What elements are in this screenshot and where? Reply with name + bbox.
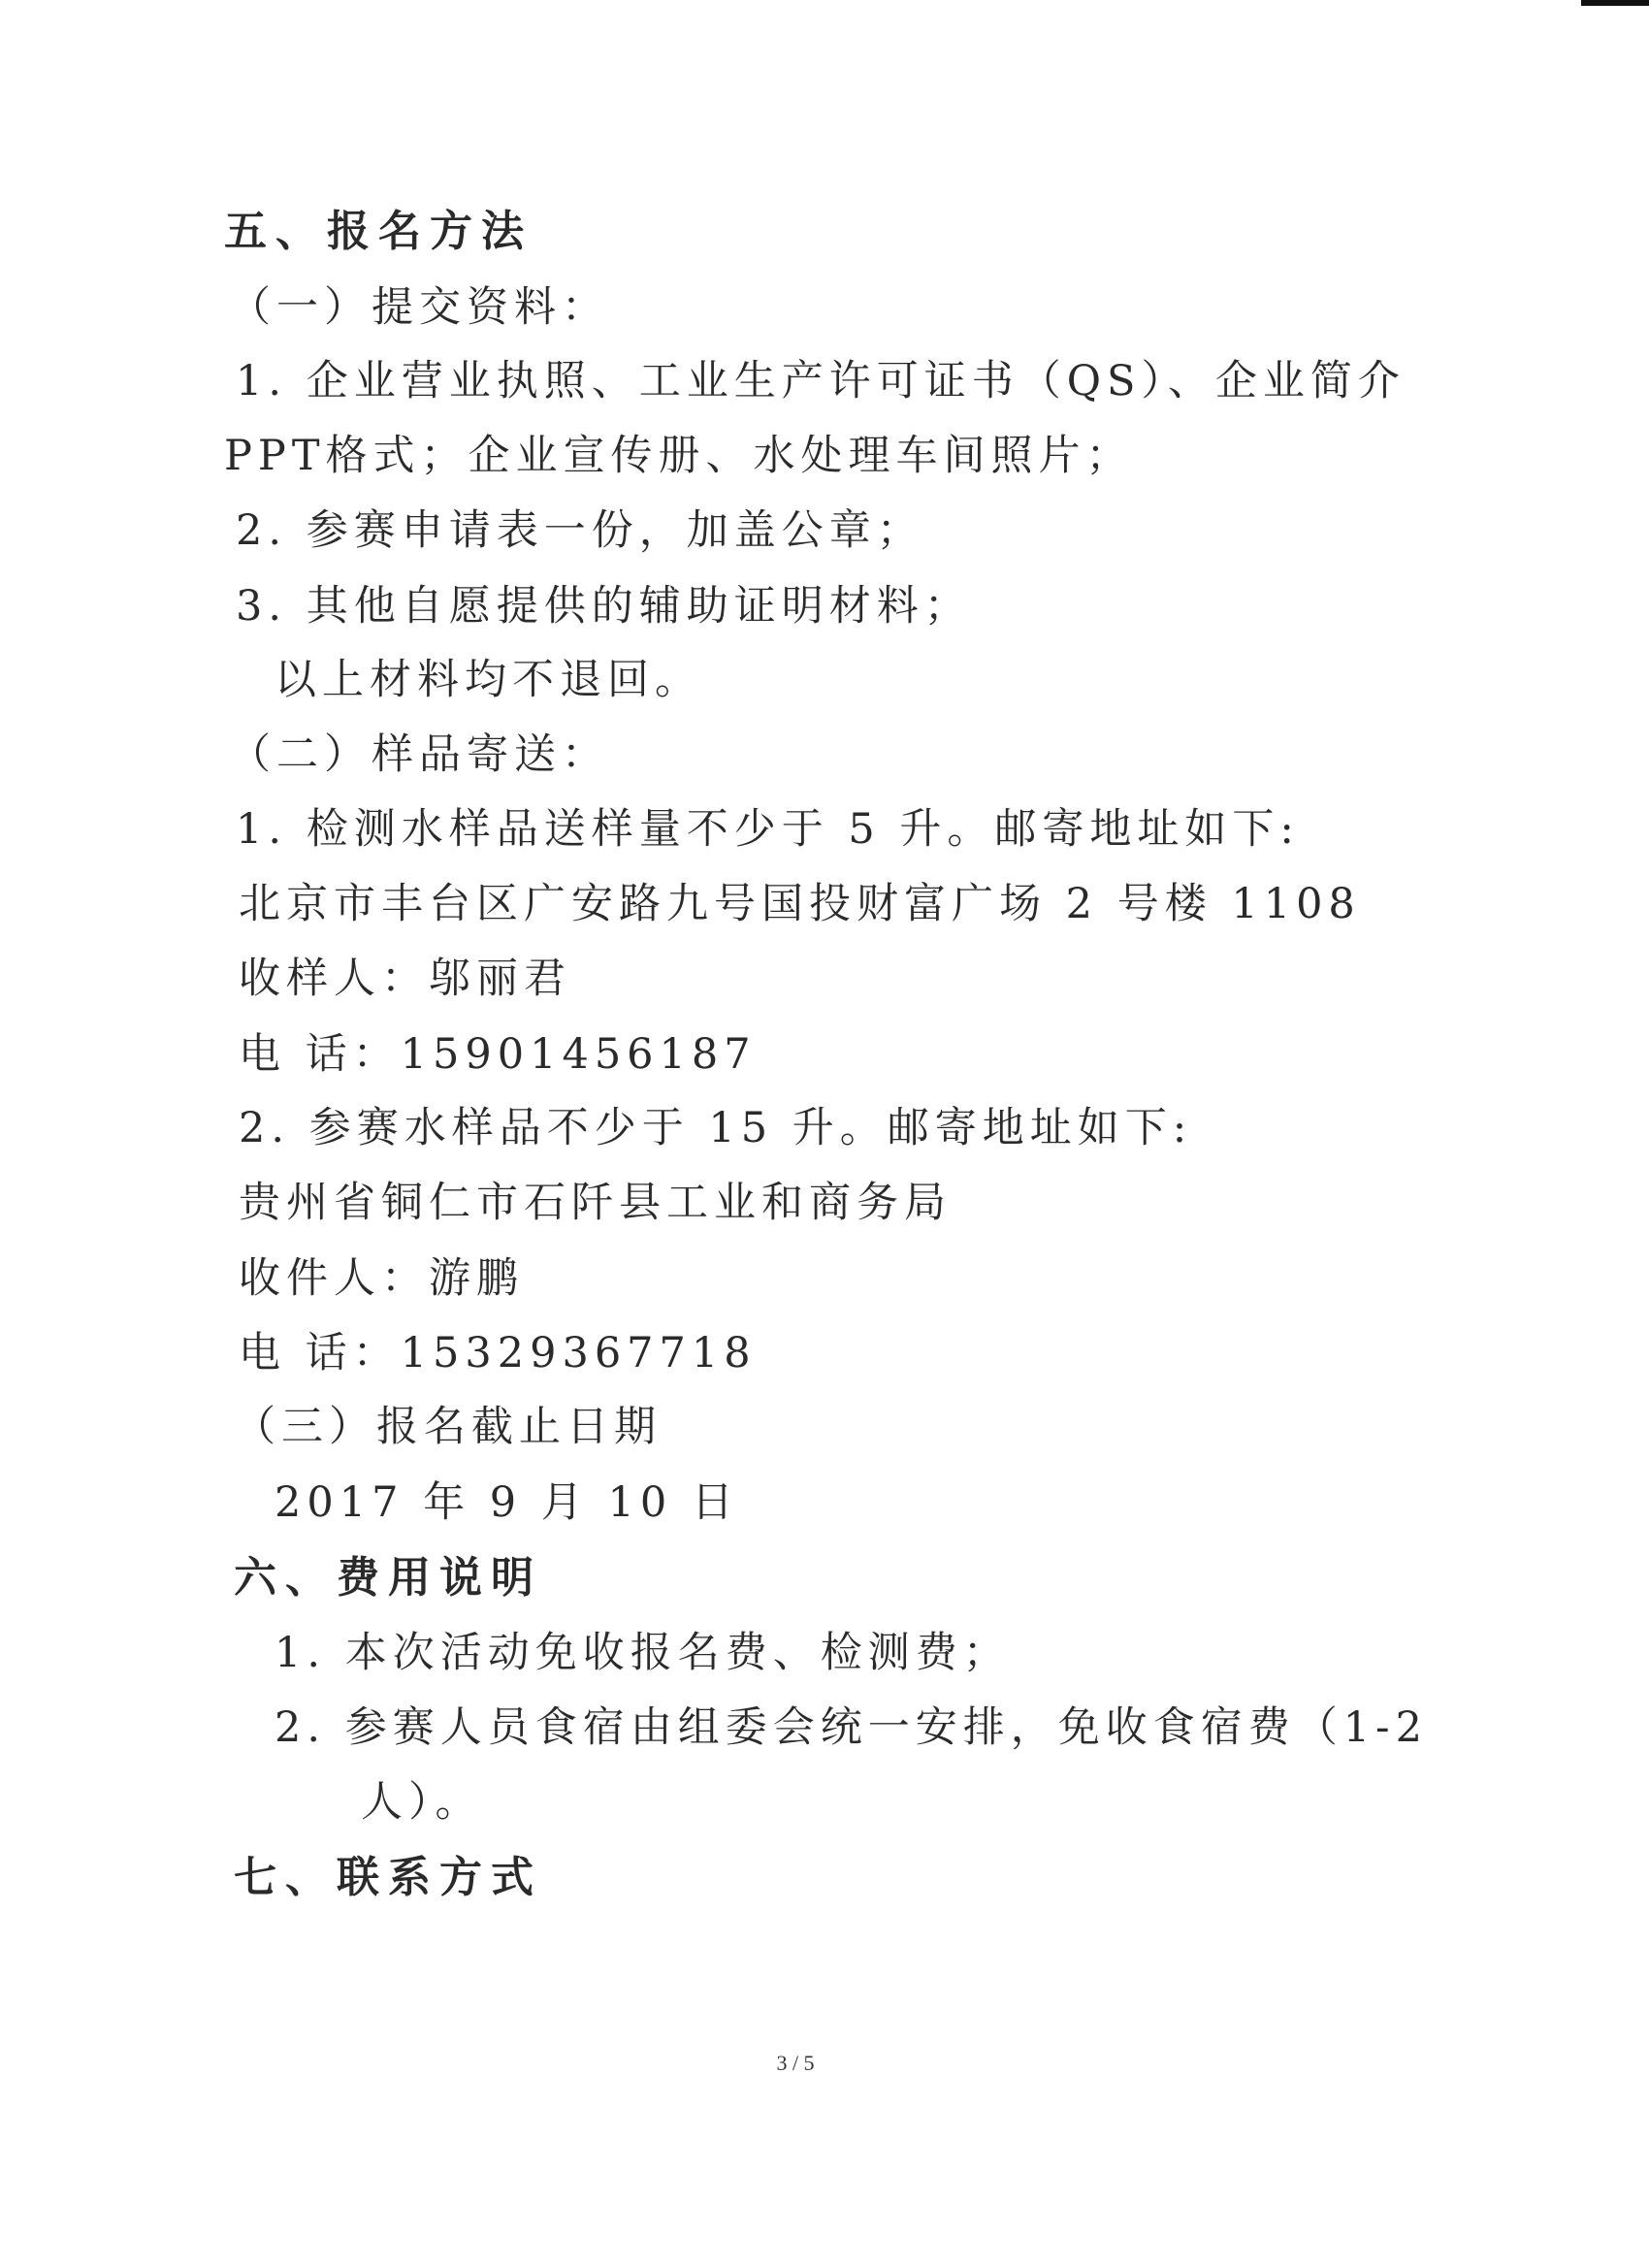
materials-item-1-line-2: PPT格式；企业宣传册、水处理车间照片；: [224, 432, 1134, 480]
samples-item-2: 2. 参赛水样品不少于 15 升。邮寄地址如下:: [239, 1104, 1193, 1152]
section-7-heading: 七、联系方式: [234, 1853, 542, 1902]
samples-subheading: （二）样品寄送：: [229, 730, 609, 779]
section-5-heading: 五、报名方法: [224, 207, 533, 256]
section-6-heading: 六、费用说明: [234, 1553, 542, 1603]
deadline-date: 2017 年 9 月 10 日: [275, 1478, 739, 1527]
materials-note: 以上材料均不退回。: [275, 656, 702, 704]
sample-address-2: 贵州省铜仁市石阡县工业和商务局: [239, 1179, 952, 1227]
fees-item-1: 1. 本次活动免收报名费、检测费；: [275, 1629, 1011, 1677]
deadline-subheading: （三）报名截止日期: [234, 1403, 662, 1451]
sample-recipient-2: 收件人：游鹏: [239, 1254, 524, 1303]
scan-corner-mark: [1581, 0, 1649, 6]
page-number: 3 / 5: [776, 2051, 815, 2075]
materials-subheading: （一）提交资料：: [229, 283, 609, 332]
sample-phone-1: 电 话：15901456187: [239, 1030, 757, 1079]
materials-item-1-line-1: 1. 企业营业执照、工业生产许可证书（QS）、企业简介: [236, 357, 1406, 405]
samples-item-1: 1. 检测水样品送样量不少于 5 升。邮寄地址如下:: [236, 805, 1300, 854]
fees-item-2-line-1: 2. 参赛人员食宿由组委会统一安排，免收食宿费（1-2: [275, 1703, 1428, 1752]
sample-phone-2: 电 话：15329367718: [239, 1329, 757, 1377]
sample-address-1: 北京市丰台区广安路九号国投财富广场 2 号楼 1108: [239, 880, 1361, 928]
sample-recipient-1: 收样人：邬丽君: [239, 955, 571, 1003]
fees-item-2-line-2: 人）。: [361, 1778, 483, 1827]
materials-item-3: 3. 其他自愿提供的辅助证明材料；: [236, 582, 972, 631]
materials-item-2: 2. 参赛申请表一份，加盖公章；: [236, 506, 924, 555]
